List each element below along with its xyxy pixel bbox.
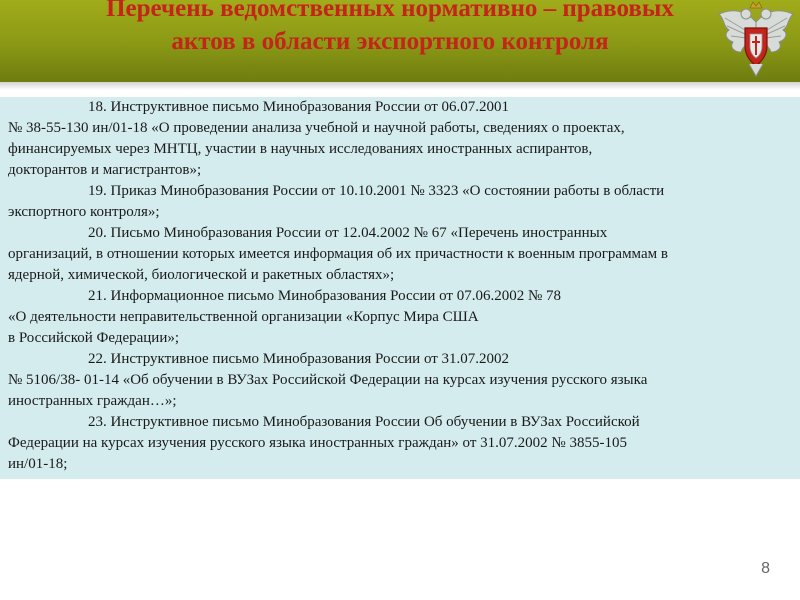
document-item-22 [8,349,798,412]
item-line: «О деятельности неправительственной организации «Корпус Мира США [8,309,479,325]
document-item-21 [8,286,798,349]
document-item-20 [8,223,798,286]
title-line: актов в области экспортного контроля [171,28,609,55]
item-line: № 5106/38- 01-14 «Об обучении в ВУЗах Российской Федерации на курсах изучения русского языка [8,372,648,388]
content-panel [0,97,800,479]
slide-title [70,0,710,58]
header-shadow [0,82,800,90]
item-line: экспортного контроля»; [8,204,160,220]
double-headed-eagle-emblem-icon [715,0,797,80]
item-line: 20. Письмо Минобразования России от 12.04.2002 № 67 «Перечень иностранных [88,225,608,241]
title-line: Перечень ведомственных нормативно – правовых [106,0,674,22]
item-line: организаций, в отношении которых имеется информация об их причастности к военным программам в [8,246,668,262]
item-line: Федерации на курсах изучения русского языка иностранных граждан» от 31.07.2002 № 3855-105 [8,435,627,451]
document-item-19 [8,181,798,223]
item-line: финансируемых через МНТЦ, участии в научных исследованиях иностранных аспирантов, [8,141,593,157]
page-number: 8 [761,560,770,577]
item-line: 19. Приказ Минобразования России от 10.10.2001 № 3323 «О состоянии работы в области [88,183,665,199]
slide-header [0,0,800,82]
item-line: 18. Инструктивное письмо Минобразования России от 06.07.2001 [88,99,510,115]
document-item-23 [8,412,798,475]
item-line: 21. Информационное письмо Минобразования России от 07.06.2002 № 78 [88,288,562,304]
document-item-18 [8,97,798,181]
item-line: ин/01-18; [8,456,68,472]
item-line: № 38-55-130 ин/01-18 «О проведении анализа учебной и научной работы, сведениях о проектах, [8,120,625,136]
item-line: 23. Инструктивное письмо Минобразования России Об обучении в ВУЗах Российской [88,414,640,430]
item-line: иностранных граждан…»; [8,393,177,409]
item-line: 22. Инструктивное письмо Минобразования России от 31.07.2002 [88,351,510,367]
item-line: ядерной, химической, биологической и ракетных областях»; [8,267,395,283]
item-line: в Российской Федерации»; [8,330,180,346]
item-line: докторантов и магистрантов»; [8,162,202,178]
